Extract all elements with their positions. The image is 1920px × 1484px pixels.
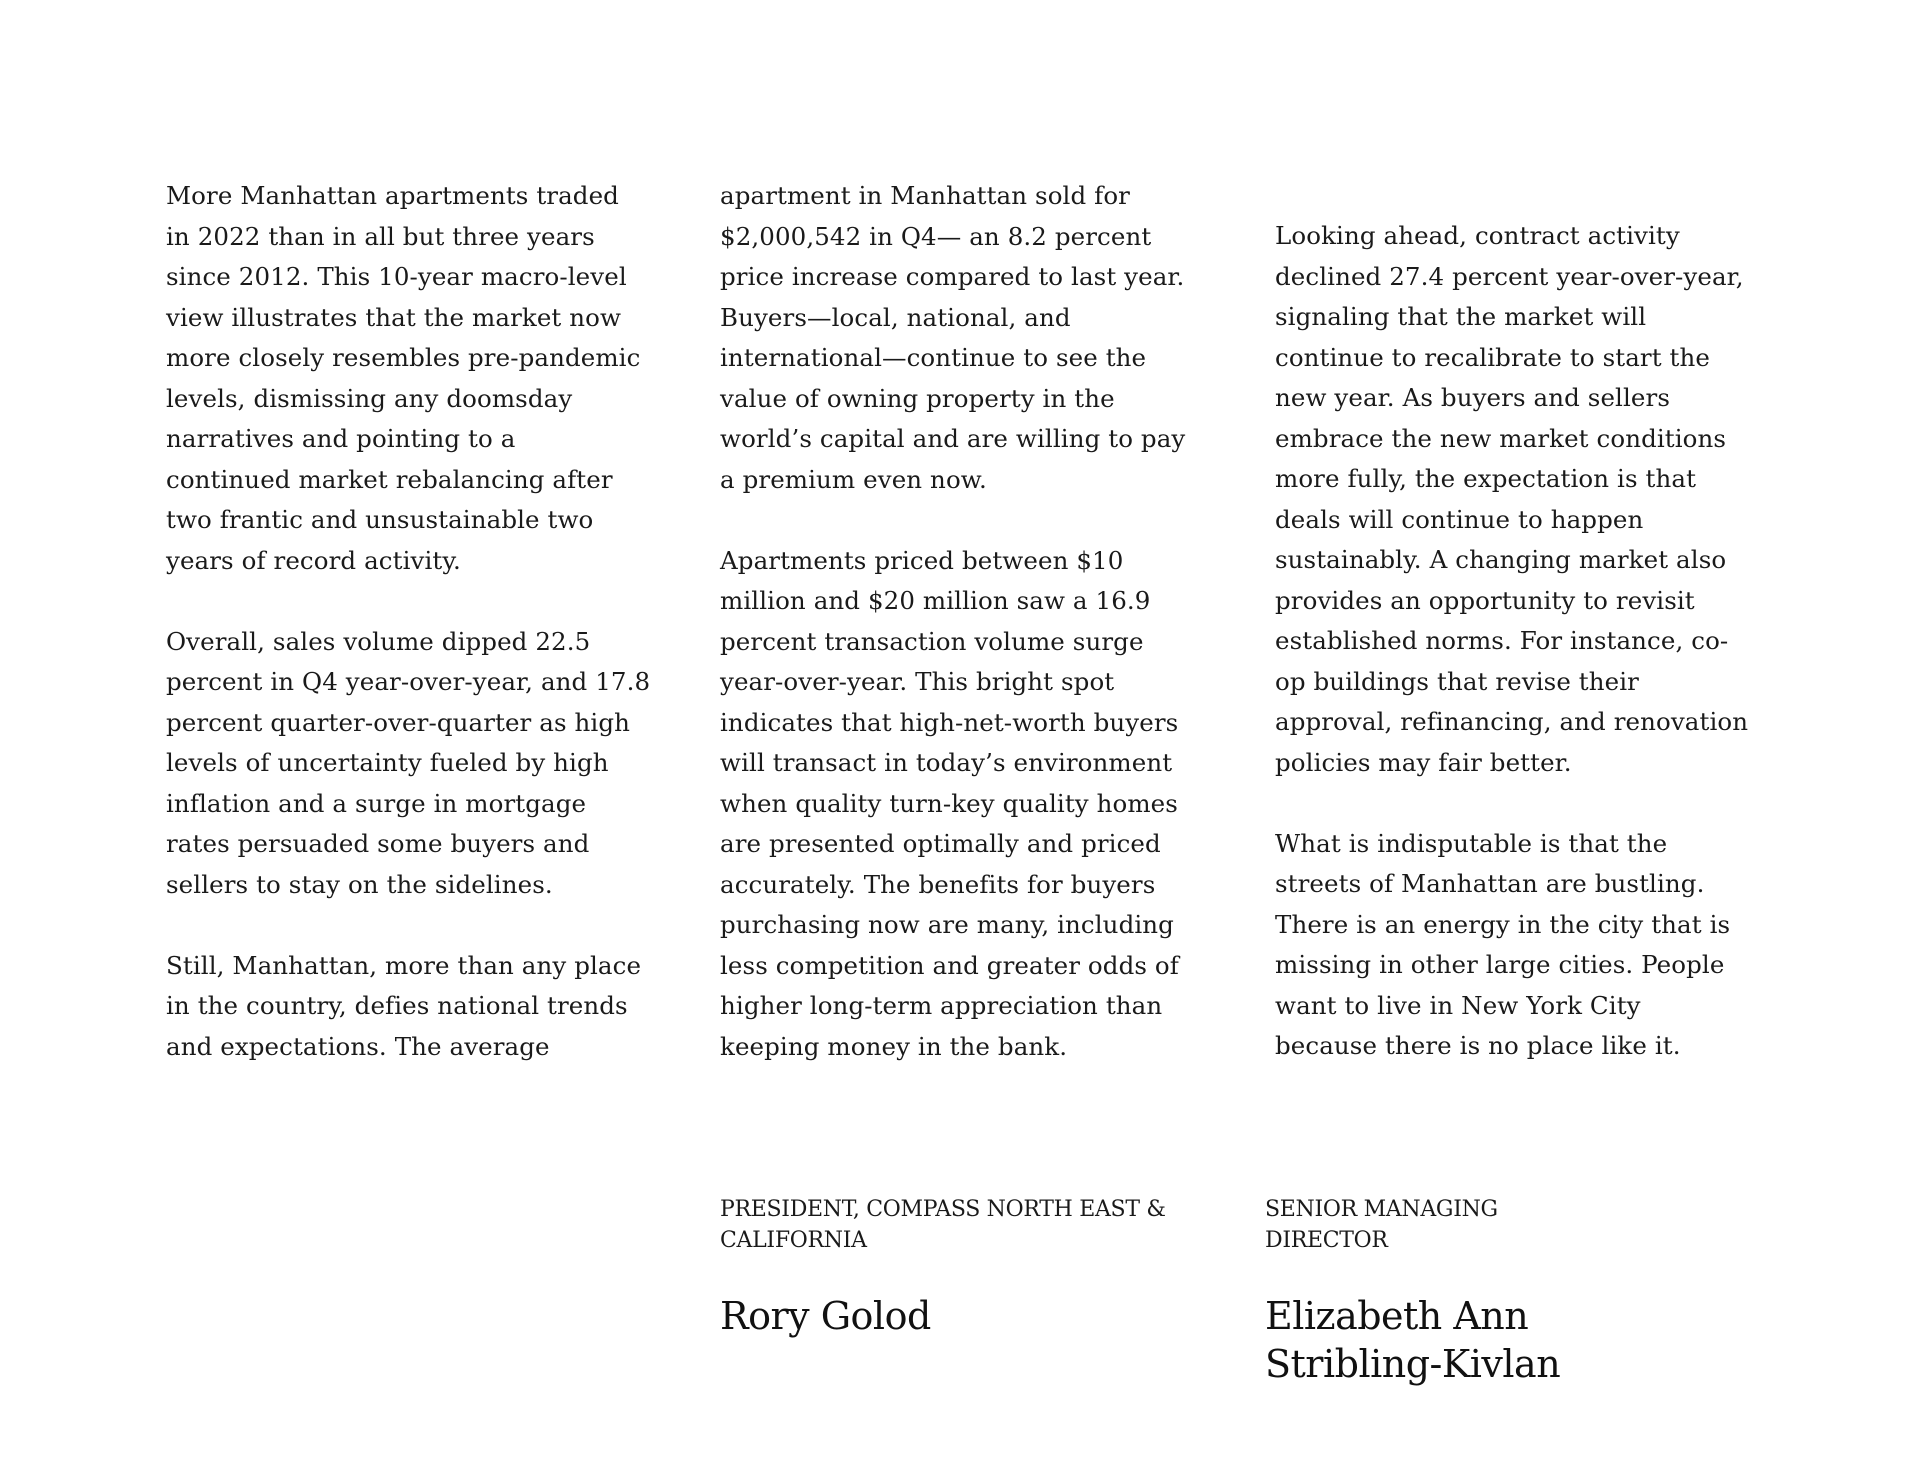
- paragraph: Apartments priced between $10 million and $20 million saw a 16.9 percent transaction volume surge year-over-year. This bright spot indicates that high-net-worth buyers will transact in today’s environment when quality turn-key quality homes are presented optimally and priced accurately. The benefits for buyers purchasing now are many, including less competition and greater odds of higher long-term appreciation than keeping money in the bank.: [720, 545, 1179, 1061]
- paragraph: Still, Manhattan, more than any place in the country, defies national trends and expectations. The average: [166, 950, 642, 1061]
- paragraph: More Manhattan apartments traded in 2022 than in all but three years since 2012. This 10-year macro-level view illustrates that the market now more closely resembles pre-pandemic levels, dismissing any doomsday narratives and pointing to a continued market rebalancing after two frantic and unsustainable two years of record activity.: [166, 181, 641, 575]
- text-column-3: [1275, 216, 1795, 1067]
- text-column-2: [720, 176, 1240, 1067]
- text-column-1: [166, 176, 686, 1067]
- signature-block-elizabeth-ann-stribling-kivlan: [1265, 1194, 1765, 1388]
- paragraph: Looking ahead, contract activity declined 27.4 percent year-over-year, signaling that the market will continue to recalibrate to start the new year. As buyers and sellers embrace the new market conditions more fully, the expectation is that deals will continue to happen sustainably. A changing market also provides an opportunity to revisit established norms. For instance, co- op buildings that revise their approval, refinancing, and renovation policies may fair better.: [1275, 221, 1749, 777]
- signature-block-rory-golod: [720, 1194, 1220, 1340]
- paragraph: Overall, sales volume dipped 22.5 percent in Q4 year-over-year, and 17.8 percent quarter-over-quarter as high levels of uncertainty fueled by high inflation and a surge in mortgage rates persuaded some buyers and sellers to stay on the sidelines.: [166, 626, 651, 899]
- signature-role: SENIOR MANAGING DIRECTOR: [1265, 1197, 1498, 1253]
- signature-name: Rory Golod: [720, 1294, 931, 1338]
- paragraph: What is indisputable is that the streets of Manhattan are bustling. There is an energy in the city that is missing in other large cities. People want to live in New York City because there is no place like it.: [1275, 828, 1731, 1060]
- paragraph: apartment in Manhattan sold for $2,000,542 in Q4— an 8.2 percent price increase compared to last year. Buyers—local, national, and international—continue to see the value of owning property in the world’s capital and are willing to pay a premium even now.: [720, 181, 1186, 494]
- signature-name: Elizabeth Ann Stribling-Kivlan: [1265, 1294, 1561, 1386]
- signature-role: PRESIDENT, COMPASS NORTH EAST & CALIFORNIA: [720, 1197, 1166, 1253]
